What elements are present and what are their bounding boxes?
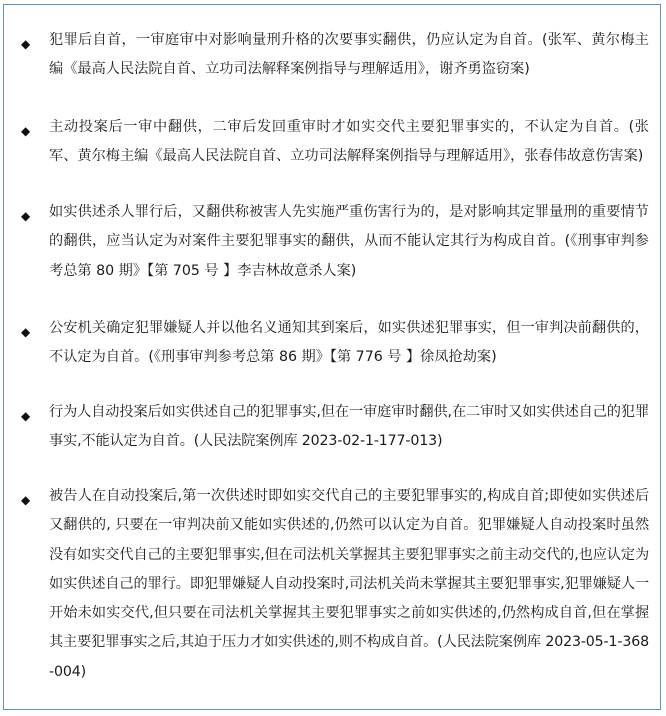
list-item-text: 犯罪后自首，一审庭审中对影响量刑升格的次要事实翻供，仍应认定为自首。(张军、黄尔梅主编《最高人民法院自首、立功司法解释案例指导与理解适用》，谢齐勇盗窃案) — [49, 32, 649, 78]
diamond-bullet-icon: ◆ — [21, 325, 31, 339]
list-item-text: 如实供述杀人罪行后，又翻供称被害人先实施严重伤害行为的，是对影响其定罪量刑的重要情节的翻供，应当认定为对案件主要犯罪事实的翻供，从而不能认定其行为构成自首。(《刑事审判参考总第 80 期》【第 705 号 】李吉林故意杀人案) — [49, 204, 649, 279]
diamond-bullet-icon: ◆ — [21, 209, 31, 223]
content-box — [3, 4, 661, 710]
diamond-bullet-icon: ◆ — [21, 37, 31, 51]
list-item-text: 行为人自动投案后如实供述自己的犯罪事实,但在一审庭审时翻供,在二审时又如实供述自己的犯罪事实,不能认定为自首。(人民法院案例库 2023-02-1-177-013) — [49, 404, 649, 450]
diamond-bullet-icon: ◆ — [21, 124, 31, 138]
diamond-bullet-icon: ◆ — [21, 493, 31, 507]
list-item-text: 被告人在自动投案后,第一次供述时即如实交代自己的主要犯罪事实的,构成自首;即使如实供述后又翻供的, 只要在一审判决前又能如实供述的,仍然可以认定为自首。犯罪嫌疑人自动投案时虽然没有如实交代自己的主要犯罪事实,但在司法机关掌握其主要犯罪事实之前主动交代的,也应认定为如实供述自己的罪行。即犯罪嫌疑人自动投案时,司法机关尚未掌握其主要犯罪事实,犯罪嫌疑人一开始未如实交代,但只要在司法机关掌握其主要犯罪事实之前如实供述的,仍然构成自首,但在掌握其主要犯罪事实之后,其迫于压力才如实供述的,则不构成自首。(人民法院案例库 2023-05-1-368-004) — [49, 488, 649, 680]
list-item-text: 主动投案后一审中翻供，二审后发回重审时才如实交代主要犯罪事实的，不认定为自首。(张军、黄尔梅主编《最高人民法院自首、立功司法解释案例指导与理解适用》，张春伟故意伤害案) — [49, 119, 649, 165]
diamond-bullet-icon: ◆ — [21, 409, 31, 423]
list-item-text: 公安机关确定犯罪嫌疑人并以他名义通知其到案后，如实供述犯罪事实，但一审判决前翻供的，不认定为自首。(《刑事审判参考总第 86 期》【第 776 号 】徐凤抢劫案) — [49, 320, 649, 366]
